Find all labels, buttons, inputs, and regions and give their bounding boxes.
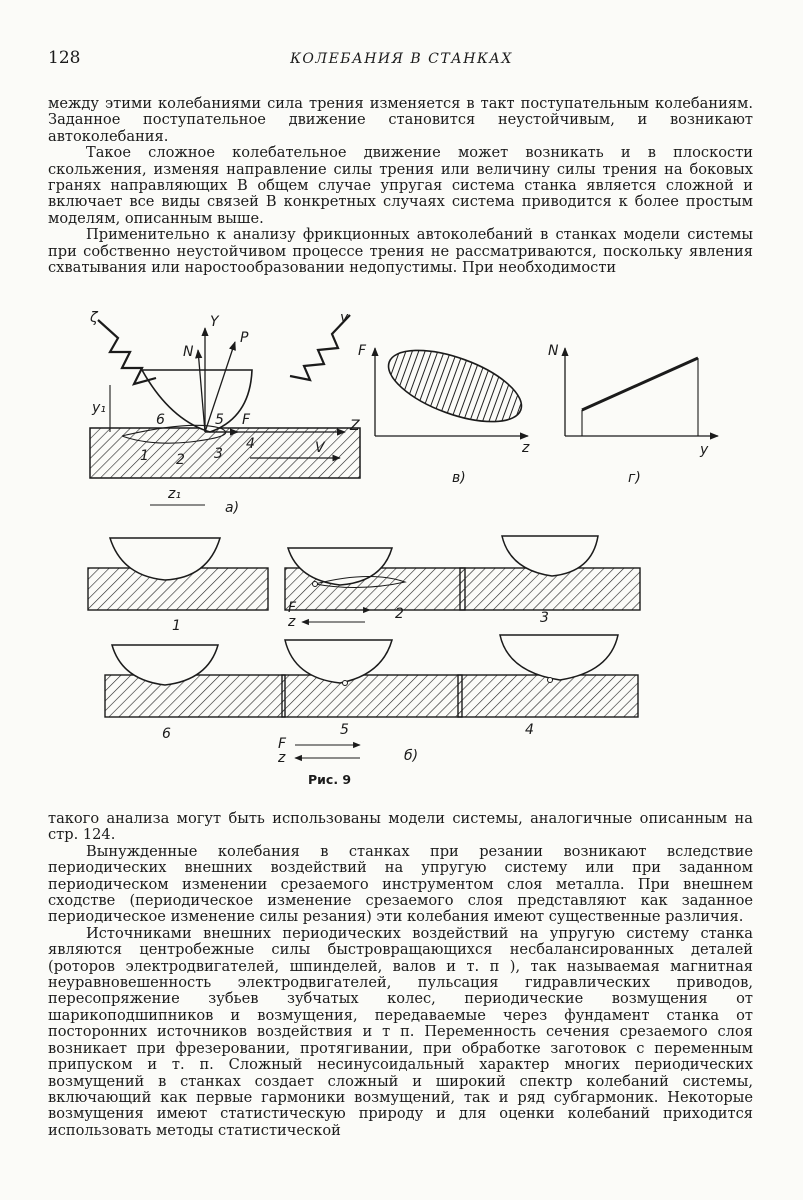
point-label: 2 [176, 452, 185, 468]
point-label: 1 [140, 448, 149, 464]
label-Z: Z [350, 418, 360, 434]
page-number: 128 [48, 48, 81, 68]
label-y: y [340, 310, 349, 326]
label-zeta: ζ [90, 310, 98, 326]
figure-9 [70, 300, 760, 795]
g-upper-line [582, 358, 698, 410]
panel-b [88, 536, 640, 766]
state-label: 1 [172, 618, 181, 634]
g-y-label: N [548, 343, 559, 359]
panel-v-label: в) [452, 470, 466, 486]
panel-g [548, 343, 718, 486]
text-block-top [48, 96, 753, 276]
label-P: P [240, 330, 249, 346]
point-label: 4 [246, 436, 255, 452]
state-label: 5 [340, 722, 349, 738]
figure-caption: Рис. 9 [308, 772, 352, 787]
point-label: 3 [214, 446, 223, 462]
panel-a [89, 310, 360, 516]
state-label: 6 [162, 726, 171, 742]
paragraph: Применительно к анализу фрикционных автоколебаний в станках модели системы при собственно неустойчивом процессе трения не рассматриваются, поскольку явления схватывания или наростообразовании недопустимы. При необходимости [48, 226, 753, 277]
hysteresis-loop [380, 336, 531, 437]
paragraph: такого анализа могут быть использованы модели системы, аналогичные описанным на стр. 124. [48, 810, 753, 844]
state-label: 4 [525, 722, 534, 738]
label-y1: y₁ [92, 400, 106, 416]
paragraph: Источниками внешних периодических воздействий на упругую систему станка являются центробежные силы быстровращающихся несбалансированных деталей (роторов электродвигателей, шпинделей, валов и т. п ), так называемая магнитная неуравновешенность электродвигателей, пульсация гидравлических приводов, пересопряжение зубьев зубчатых колес, периодические возмущения от шарикоподшипников и возмущения, передаваемые через фундамент станка от посторонних источников воздействия и т п. Переменность сечения срезаемого слоя возникает при фрезеровании, протягивании, при обработке заготовок с переменным припуском и т. п. Сложный несинусоидальный характер многих периодических возмущений в станках создает сложный и широкий спектр колебаний системы, включающий как первые гармоники возмущений, так и ряд субгармоник. Некоторые возмущения имеют статистическую природу и для оценки колебаний приходится использовать методы статистической [48, 924, 753, 1139]
state-label: 3 [540, 610, 549, 626]
figure-drawing [70, 300, 760, 770]
label-Y: Y [210, 314, 219, 330]
paragraph: Вынужденные колебания в станках при резании возникают вследствие периодических внешних воздействий на упругую систему или при заданном периодическом изменении срезаемого инструментом слоя металла. При внешнем сходстве (периодическое изменение срезаемого слоя представляют как заданное периодическое изменение силы резания) эти колебания имеют существенные различия. [48, 842, 753, 926]
disp-label: z [288, 614, 296, 630]
state-label: 2 [395, 606, 404, 622]
v-y-label: F [358, 343, 367, 359]
label-V: V [315, 440, 325, 456]
panel-g-label: г) [628, 470, 641, 486]
state-4 [458, 635, 638, 717]
running-title: КОЛЕБАНИЯ В СТАНКАХ [290, 51, 513, 67]
v-x-label: z [522, 440, 530, 456]
force-label: F [288, 600, 297, 616]
point-label: 6 [156, 412, 165, 428]
state-5 [282, 640, 462, 717]
point-label: 5 [215, 412, 224, 428]
paragraph: Такое сложное колебательное движение может возникать и в плоскости скольжения, изменяя направление силы трения или величину силы трения на боковых гранях направляющих В общем случае упругая система станка является сложной и включает все виды связей В конкретных случаях система приводится к более простым моделям, описанным выше. [48, 144, 753, 227]
label-N: N [183, 344, 194, 360]
force-label: F [278, 736, 287, 752]
g-x-label: y [700, 442, 709, 458]
state-2 [285, 548, 465, 610]
paragraph: между этими колебаниями сила трения изменяется в такт поступательным колебаниям. Заданное поступательное движение становится неустойчивым, и возникают автоколебания. [48, 95, 753, 145]
panel-v [358, 336, 530, 486]
state-3 [460, 536, 640, 610]
disp-label: z [278, 750, 286, 766]
label-z1: z₁ [168, 486, 181, 502]
text-block-bottom [48, 811, 753, 1139]
label-F: F [242, 412, 251, 428]
panel-b-label: б) [404, 748, 419, 764]
page-header [48, 48, 755, 72]
state-6 [105, 645, 285, 717]
panel-a-label: а) [225, 500, 240, 516]
state-1 [88, 538, 268, 610]
